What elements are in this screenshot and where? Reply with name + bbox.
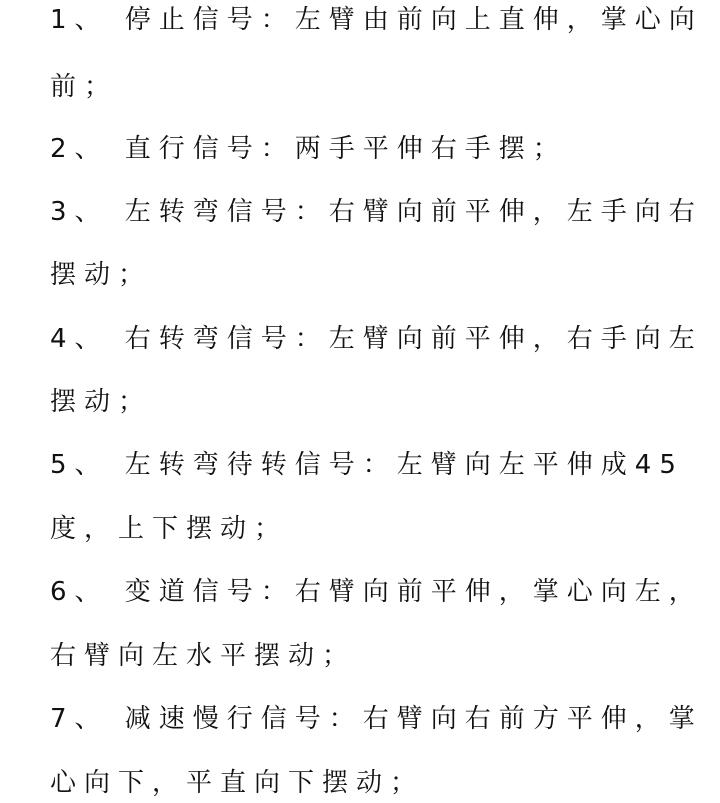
signal-5-line-1: 5、 左转弯待转信号：左臂向左平伸成45 [50,450,684,480]
signal-1-line-2: 前； [50,72,119,102]
signal-4-line-1: 4、 右转弯信号：左臂向前平伸，右手向左 [50,324,703,354]
signal-3-line-1: 3、 左转弯信号：右臂向前平伸，左手向右 [50,197,703,227]
signal-7-line-2: 心向下，平直向下摆动； [50,768,425,798]
signal-6-line-2: 右臂向左水平摆动； [50,641,357,671]
signal-6-line-1: 6、 变道信号：右臂向前平伸，掌心向左， [50,577,703,607]
signal-5-line-2: 度，上下摆动； [50,514,289,544]
signal-1-line-1: 1、 停止信号：左臂由前向上直伸，掌心向 [50,5,703,35]
signal-4-line-2: 摆动； [50,387,153,417]
signal-3-line-2: 摆动； [50,260,153,290]
signal-2-line-1: 2、 直行信号：两手平伸右手摆； [50,134,567,164]
signal-7-line-1: 7、 减速慢行信号：右臂向右前方平伸，掌 [50,704,703,734]
